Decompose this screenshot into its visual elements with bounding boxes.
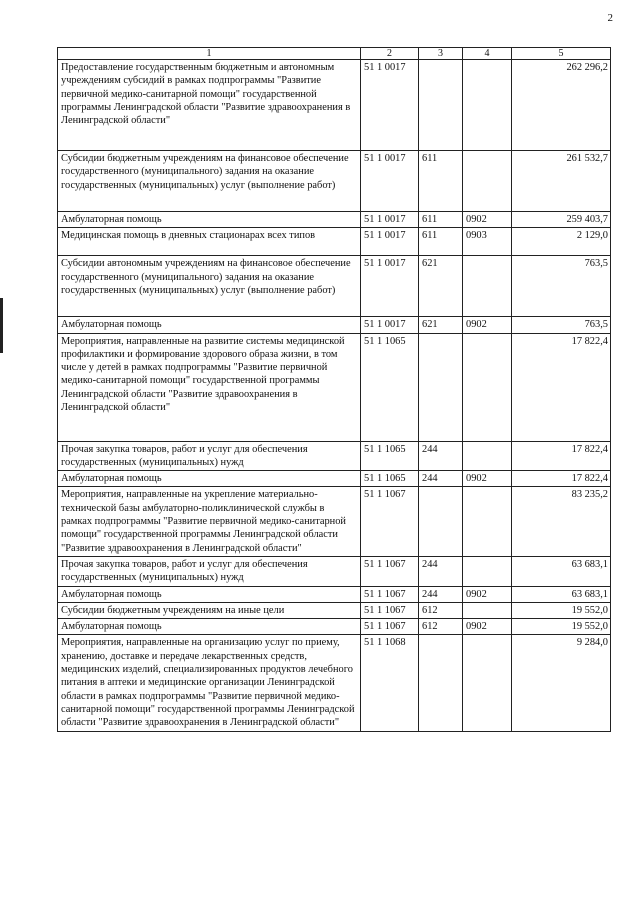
row-code: 51 1 0017 bbox=[361, 317, 419, 333]
table-row bbox=[58, 556, 611, 586]
table-row bbox=[58, 586, 611, 602]
row-name: Медицинская помощь в дневных стационарах всех типов bbox=[58, 228, 361, 256]
row-expense-type: 244 bbox=[419, 441, 463, 471]
table-row bbox=[58, 228, 611, 256]
row-expense-type: 611 bbox=[419, 151, 463, 212]
row-expense-type bbox=[419, 487, 463, 556]
row-amount: 63 683,1 bbox=[512, 556, 611, 586]
column-header-1: 1 bbox=[58, 48, 361, 60]
row-amount: 17 822,4 bbox=[512, 471, 611, 487]
row-amount: 17 822,4 bbox=[512, 333, 611, 441]
row-name: Субсидии автономным учреждениям на финансовое обеспечение государственного (муниципального) задания на оказание государственных (муниципальных) услуг (выполнение работ) bbox=[58, 256, 361, 317]
row-expense-type: 611 bbox=[419, 228, 463, 256]
row-expense-type: 621 bbox=[419, 256, 463, 317]
row-subsection bbox=[463, 556, 512, 586]
row-code: 51 1 1068 bbox=[361, 635, 419, 731]
row-name: Амбулаторная помощь bbox=[58, 317, 361, 333]
table-row bbox=[58, 441, 611, 471]
table-row bbox=[58, 635, 611, 731]
row-amount: 261 532,7 bbox=[512, 151, 611, 212]
row-name: Амбулаторная помощь bbox=[58, 471, 361, 487]
row-expense-type: 612 bbox=[419, 602, 463, 618]
row-expense-type: 244 bbox=[419, 556, 463, 586]
table-row bbox=[58, 333, 611, 441]
row-subsection: 0902 bbox=[463, 212, 512, 228]
column-header-2: 2 bbox=[361, 48, 419, 60]
row-name: Субсидии бюджетным учреждениям на финансовое обеспечение государственного (муниципального) задания на оказание государственных (муниципальных) услуг (выполнение работ) bbox=[58, 151, 361, 212]
row-name: Амбулаторная помощь bbox=[58, 586, 361, 602]
row-code: 51 1 1065 bbox=[361, 471, 419, 487]
row-amount: 9 284,0 bbox=[512, 635, 611, 731]
row-amount: 763,5 bbox=[512, 256, 611, 317]
row-subsection: 0903 bbox=[463, 228, 512, 256]
table-header-row bbox=[58, 48, 611, 60]
row-amount: 83 235,2 bbox=[512, 487, 611, 556]
row-subsection bbox=[463, 487, 512, 556]
row-code: 51 1 0017 bbox=[361, 228, 419, 256]
table-row bbox=[58, 471, 611, 487]
row-subsection: 0902 bbox=[463, 586, 512, 602]
row-subsection bbox=[463, 60, 512, 151]
row-amount: 763,5 bbox=[512, 317, 611, 333]
row-subsection: 0902 bbox=[463, 619, 512, 635]
row-subsection: 0902 bbox=[463, 471, 512, 487]
budget-table bbox=[57, 47, 611, 732]
row-code: 51 1 1067 bbox=[361, 586, 419, 602]
row-amount: 262 296,2 bbox=[512, 60, 611, 151]
row-subsection bbox=[463, 602, 512, 618]
row-name: Мероприятия, направленные на укрепление материально-технической базы амбулаторно-поликлинической службы в рамках подпрограммы "Развитие первичной медико-санитарной помощи" государственной программы Ленинградской области "Развитие здравоохранения в Ленинградской области" bbox=[58, 487, 361, 556]
row-subsection bbox=[463, 256, 512, 317]
row-subsection: 0902 bbox=[463, 317, 512, 333]
row-subsection bbox=[463, 441, 512, 471]
table-row bbox=[58, 60, 611, 151]
row-amount: 19 552,0 bbox=[512, 602, 611, 618]
row-expense-type: 244 bbox=[419, 471, 463, 487]
row-amount: 19 552,0 bbox=[512, 619, 611, 635]
page-number: 2 bbox=[607, 12, 613, 24]
row-expense-type bbox=[419, 60, 463, 151]
row-code: 51 1 0017 bbox=[361, 60, 419, 151]
table-row bbox=[58, 602, 611, 618]
row-expense-type: 244 bbox=[419, 586, 463, 602]
row-subsection bbox=[463, 151, 512, 212]
scan-margin-mark bbox=[0, 298, 3, 353]
row-expense-type bbox=[419, 635, 463, 731]
table-row bbox=[58, 317, 611, 333]
row-expense-type bbox=[419, 333, 463, 441]
row-code: 51 1 1067 bbox=[361, 619, 419, 635]
table-row bbox=[58, 151, 611, 212]
row-subsection bbox=[463, 333, 512, 441]
row-code: 51 1 0017 bbox=[361, 212, 419, 228]
row-code: 51 1 1067 bbox=[361, 487, 419, 556]
row-amount: 2 129,0 bbox=[512, 228, 611, 256]
column-header-3: 3 bbox=[419, 48, 463, 60]
row-name: Прочая закупка товаров, работ и услуг для обеспечения государственных (муниципальных) нужд bbox=[58, 441, 361, 471]
row-expense-type: 621 bbox=[419, 317, 463, 333]
row-amount: 17 822,4 bbox=[512, 441, 611, 471]
table-row bbox=[58, 487, 611, 556]
row-expense-type: 611 bbox=[419, 212, 463, 228]
table-row bbox=[58, 256, 611, 317]
row-name: Амбулаторная помощь bbox=[58, 212, 361, 228]
row-code: 51 1 1067 bbox=[361, 602, 419, 618]
row-name: Амбулаторная помощь bbox=[58, 619, 361, 635]
row-amount: 63 683,1 bbox=[512, 586, 611, 602]
row-expense-type: 612 bbox=[419, 619, 463, 635]
row-amount: 259 403,7 bbox=[512, 212, 611, 228]
row-name: Прочая закупка товаров, работ и услуг для обеспечения государственных (муниципальных) нужд bbox=[58, 556, 361, 586]
column-header-4: 4 bbox=[463, 48, 512, 60]
table-row bbox=[58, 212, 611, 228]
row-name: Субсидии бюджетным учреждениям на иные цели bbox=[58, 602, 361, 618]
row-name: Мероприятия, направленные на развитие системы медицинской профилактики и формирование здорового образа жизни, в том числе у детей в рамках подпрограммы "Развитие первичной медико-санитарной помощи" государственной программы Ленинградской области "Развитие здравоохранения в Ленинградской области" bbox=[58, 333, 361, 441]
row-code: 51 1 0017 bbox=[361, 151, 419, 212]
row-code: 51 1 1065 bbox=[361, 333, 419, 441]
row-code: 51 1 1067 bbox=[361, 556, 419, 586]
table-row bbox=[58, 619, 611, 635]
row-subsection bbox=[463, 635, 512, 731]
column-header-5: 5 bbox=[512, 48, 611, 60]
row-code: 51 1 1065 bbox=[361, 441, 419, 471]
row-name: Предоставление государственным бюджетным и автономным учреждениям субсидий в рамках подпрограммы "Развитие первичной медико-санитарной помощи" государственной программы Ленинградской области "Развитие здравоохранения в Ленинградской области" bbox=[58, 60, 361, 151]
row-name: Мероприятия, направленные на организацию услуг по приему, хранению, доставке и передаче лекарственных средств, медицинских изделий, специализированных продуктов лечебного питания в аптеки и медицинские организации Ленинградской области в рамках подпрограммы "Развитие первичной медико-санитарной помощи" государственной программы Ленинградской области "Развитие здравоохранения в Ленинградской области" bbox=[58, 635, 361, 731]
row-code: 51 1 0017 bbox=[361, 256, 419, 317]
